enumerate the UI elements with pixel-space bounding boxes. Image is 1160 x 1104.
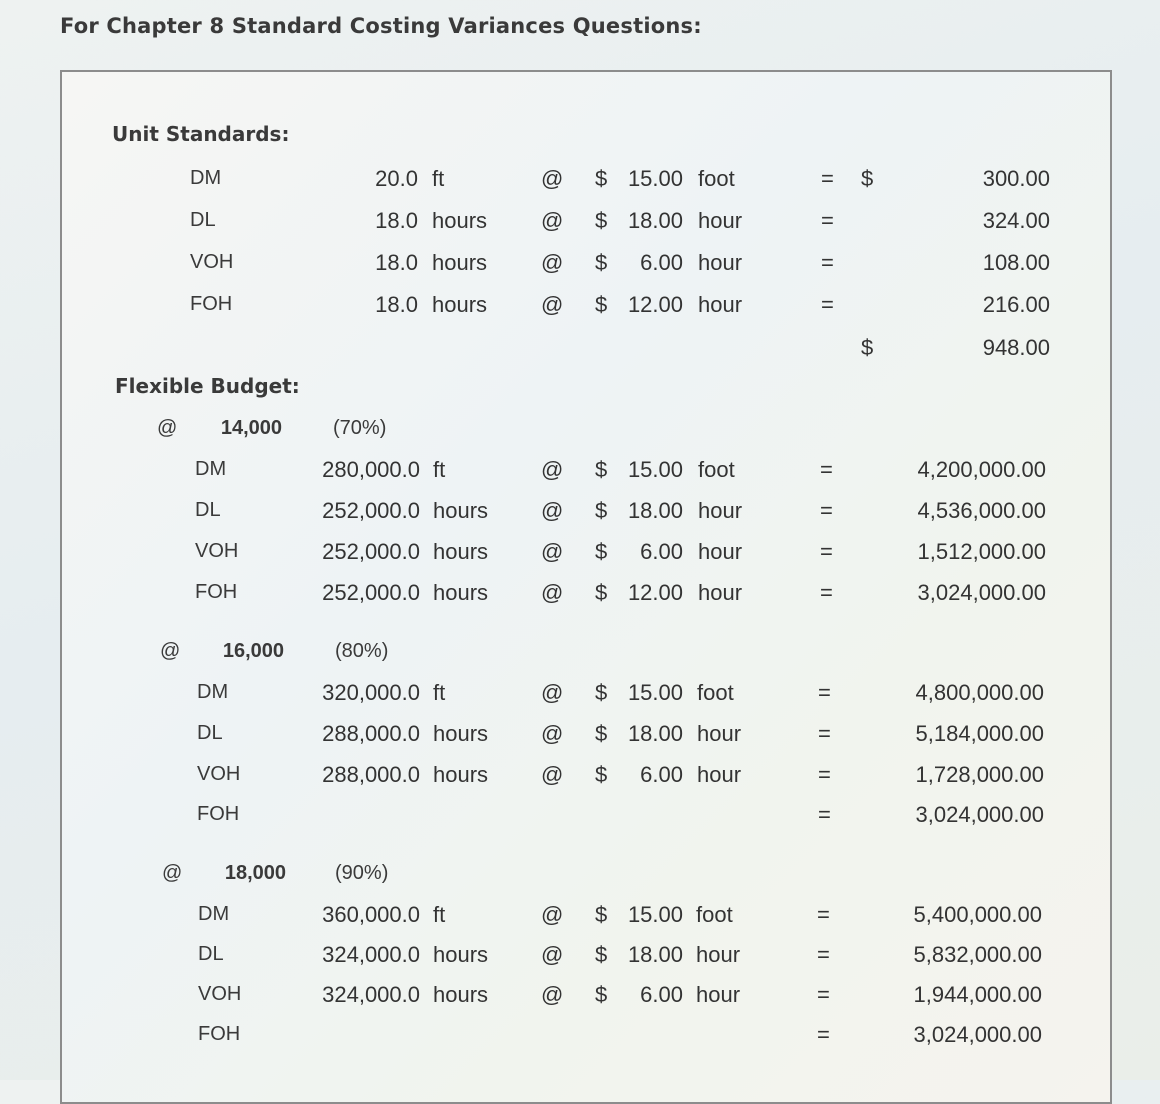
row-total: 3,024,000.00 <box>915 802 1044 827</box>
row-per: hour <box>698 292 743 317</box>
row-total: 5,184,000.00 <box>915 721 1044 746</box>
row-equals: = <box>818 802 831 827</box>
row-total: 1,512,000.00 <box>917 539 1046 564</box>
grand-total: 948.00 <box>982 335 1050 360</box>
row-at: @ <box>541 942 564 967</box>
row-at: @ <box>541 680 564 705</box>
row-at: @ <box>541 762 564 787</box>
row-unit: hours <box>433 498 489 523</box>
row-equals: = <box>820 498 833 523</box>
row-rate: 18.00 <box>627 721 683 746</box>
row-unit: ft <box>433 902 446 927</box>
row-at: @ <box>541 457 564 482</box>
level-units: 14,000 <box>220 417 282 439</box>
level-pct: (80%) <box>335 640 389 662</box>
row-item: FOH <box>198 1023 241 1045</box>
row-dollar: $ <box>595 762 608 787</box>
row-total: 300.00 <box>982 166 1050 191</box>
row-equals: = <box>818 680 831 705</box>
row-dollar: $ <box>595 680 608 705</box>
row-item: FOH <box>190 293 233 315</box>
row-at: @ <box>541 539 564 564</box>
row-qty: 18.0 <box>375 250 418 275</box>
row-dollar: $ <box>595 942 608 967</box>
row-unit: hours <box>433 539 489 564</box>
page-title: For Chapter 8 Standard Costing Variances Questions: <box>60 14 702 38</box>
row-total: 108.00 <box>982 250 1050 275</box>
row-per: hour <box>698 539 743 564</box>
row-dollar: $ <box>595 166 608 191</box>
row-per: hour <box>696 942 741 967</box>
row-dollar: $ <box>595 208 608 233</box>
row-per: hour <box>698 208 743 233</box>
row-qty: 252,000.0 <box>322 580 420 605</box>
row-unit: ft <box>433 457 446 482</box>
grand-total-dollar: $ <box>861 335 874 360</box>
row-dollar: $ <box>595 250 608 275</box>
row-total: 3,024,000.00 <box>913 1022 1042 1047</box>
row-dollar: $ <box>595 721 608 746</box>
row-item: DL <box>198 943 224 965</box>
row-total: 3,024,000.00 <box>917 580 1046 605</box>
row-total: 216.00 <box>982 292 1050 317</box>
row-total-dollar: $ <box>861 166 874 191</box>
row-item: DL <box>197 722 223 744</box>
row-rate: 18.00 <box>627 208 683 233</box>
row-equals: = <box>821 250 834 275</box>
row-rate: 6.00 <box>640 762 683 787</box>
row-equals: = <box>820 457 833 482</box>
row-at: @ <box>541 580 564 605</box>
row-per: foot <box>697 680 734 705</box>
row-item: VOH <box>190 251 234 273</box>
row-per: foot <box>698 457 735 482</box>
row-equals: = <box>821 208 834 233</box>
row-total: 5,400,000.00 <box>913 902 1042 927</box>
row-item: DM <box>197 681 229 703</box>
row-per: hour <box>698 580 743 605</box>
level-at: @ <box>162 862 183 884</box>
row-per: hour <box>698 250 743 275</box>
row-rate: 15.00 <box>627 902 683 927</box>
row-total: 4,800,000.00 <box>915 680 1044 705</box>
row-rate: 18.00 <box>627 498 683 523</box>
row-qty: 320,000.0 <box>322 680 420 705</box>
row-per: hour <box>697 762 742 787</box>
row-qty: 360,000.0 <box>322 902 420 927</box>
row-unit: hours <box>433 580 489 605</box>
level-units: 16,000 <box>222 640 284 662</box>
row-dollar: $ <box>595 457 608 482</box>
flexible-budget-title: Flexible Budget: <box>115 374 300 398</box>
row-equals: = <box>821 166 834 191</box>
row-equals: = <box>820 580 833 605</box>
row-unit: hours <box>432 292 488 317</box>
row-qty: 18.0 <box>375 208 418 233</box>
row-at: @ <box>541 721 564 746</box>
row-equals: = <box>818 762 831 787</box>
row-rate: 6.00 <box>640 250 683 275</box>
row-qty: 252,000.0 <box>322 539 420 564</box>
row-equals: = <box>817 902 830 927</box>
level-pct: (90%) <box>335 862 389 884</box>
row-rate: 12.00 <box>627 292 683 317</box>
row-total: 4,200,000.00 <box>917 457 1046 482</box>
row-qty: 280,000.0 <box>322 457 420 482</box>
row-per: foot <box>696 902 733 927</box>
row-item: VOH <box>198 983 242 1005</box>
row-at: @ <box>541 208 564 233</box>
row-dollar: $ <box>595 902 608 927</box>
row-qty: 324,000.0 <box>322 982 420 1007</box>
row-equals: = <box>817 1022 830 1047</box>
row-qty: 20.0 <box>375 166 418 191</box>
row-item: VOH <box>195 540 239 562</box>
row-total: 324.00 <box>982 208 1050 233</box>
row-unit: hours <box>433 721 489 746</box>
row-total: 4,536,000.00 <box>917 498 1046 523</box>
row-item: DM <box>198 903 230 925</box>
row-total: 5,832,000.00 <box>913 942 1042 967</box>
row-qty: 252,000.0 <box>322 498 420 523</box>
row-total: 1,944,000.00 <box>913 982 1042 1007</box>
row-equals: = <box>821 292 834 317</box>
row-unit: hours <box>433 762 489 787</box>
row-dollar: $ <box>595 539 608 564</box>
row-rate: 6.00 <box>640 982 683 1007</box>
row-equals: = <box>817 942 830 967</box>
row-rate: 12.00 <box>627 580 683 605</box>
level-units: 18,000 <box>224 862 286 884</box>
row-qty: 288,000.0 <box>322 762 420 787</box>
row-unit: hours <box>433 942 489 967</box>
row-dollar: $ <box>595 292 608 317</box>
row-per: hour <box>697 721 742 746</box>
row-rate: 6.00 <box>640 539 683 564</box>
row-equals: = <box>817 982 830 1007</box>
row-at: @ <box>541 902 564 927</box>
row-rate: 15.00 <box>627 166 683 191</box>
row-at: @ <box>541 498 564 523</box>
row-qty: 324,000.0 <box>322 942 420 967</box>
unit-standards-title: Unit Standards: <box>112 122 290 146</box>
level-pct: (70%) <box>333 417 387 439</box>
row-unit: ft <box>433 680 446 705</box>
row-item: FOH <box>197 803 240 825</box>
row-at: @ <box>541 166 564 191</box>
row-qty: 18.0 <box>375 292 418 317</box>
row-unit: ft <box>432 166 445 191</box>
row-per: hour <box>698 498 743 523</box>
row-at: @ <box>541 292 564 317</box>
row-item: DL <box>190 209 216 231</box>
row-at: @ <box>541 250 564 275</box>
row-rate: 15.00 <box>627 680 683 705</box>
row-equals: = <box>818 721 831 746</box>
row-item: FOH <box>195 581 238 603</box>
row-item: VOH <box>197 763 241 785</box>
row-total: 1,728,000.00 <box>915 762 1044 787</box>
row-item: DM <box>195 458 227 480</box>
level-at: @ <box>157 417 178 439</box>
row-item: DM <box>190 167 222 189</box>
row-at: @ <box>541 982 564 1007</box>
row-per: foot <box>698 166 735 191</box>
row-item: DL <box>195 499 221 521</box>
row-per: hour <box>696 982 741 1007</box>
row-equals: = <box>820 539 833 564</box>
row-unit: hours <box>432 208 488 233</box>
row-dollar: $ <box>595 580 608 605</box>
row-rate: 18.00 <box>627 942 683 967</box>
row-dollar: $ <box>595 982 608 1007</box>
row-qty: 288,000.0 <box>322 721 420 746</box>
row-unit: hours <box>433 982 489 1007</box>
row-rate: 15.00 <box>627 457 683 482</box>
row-dollar: $ <box>595 498 608 523</box>
row-unit: hours <box>432 250 488 275</box>
level-at: @ <box>160 640 181 662</box>
